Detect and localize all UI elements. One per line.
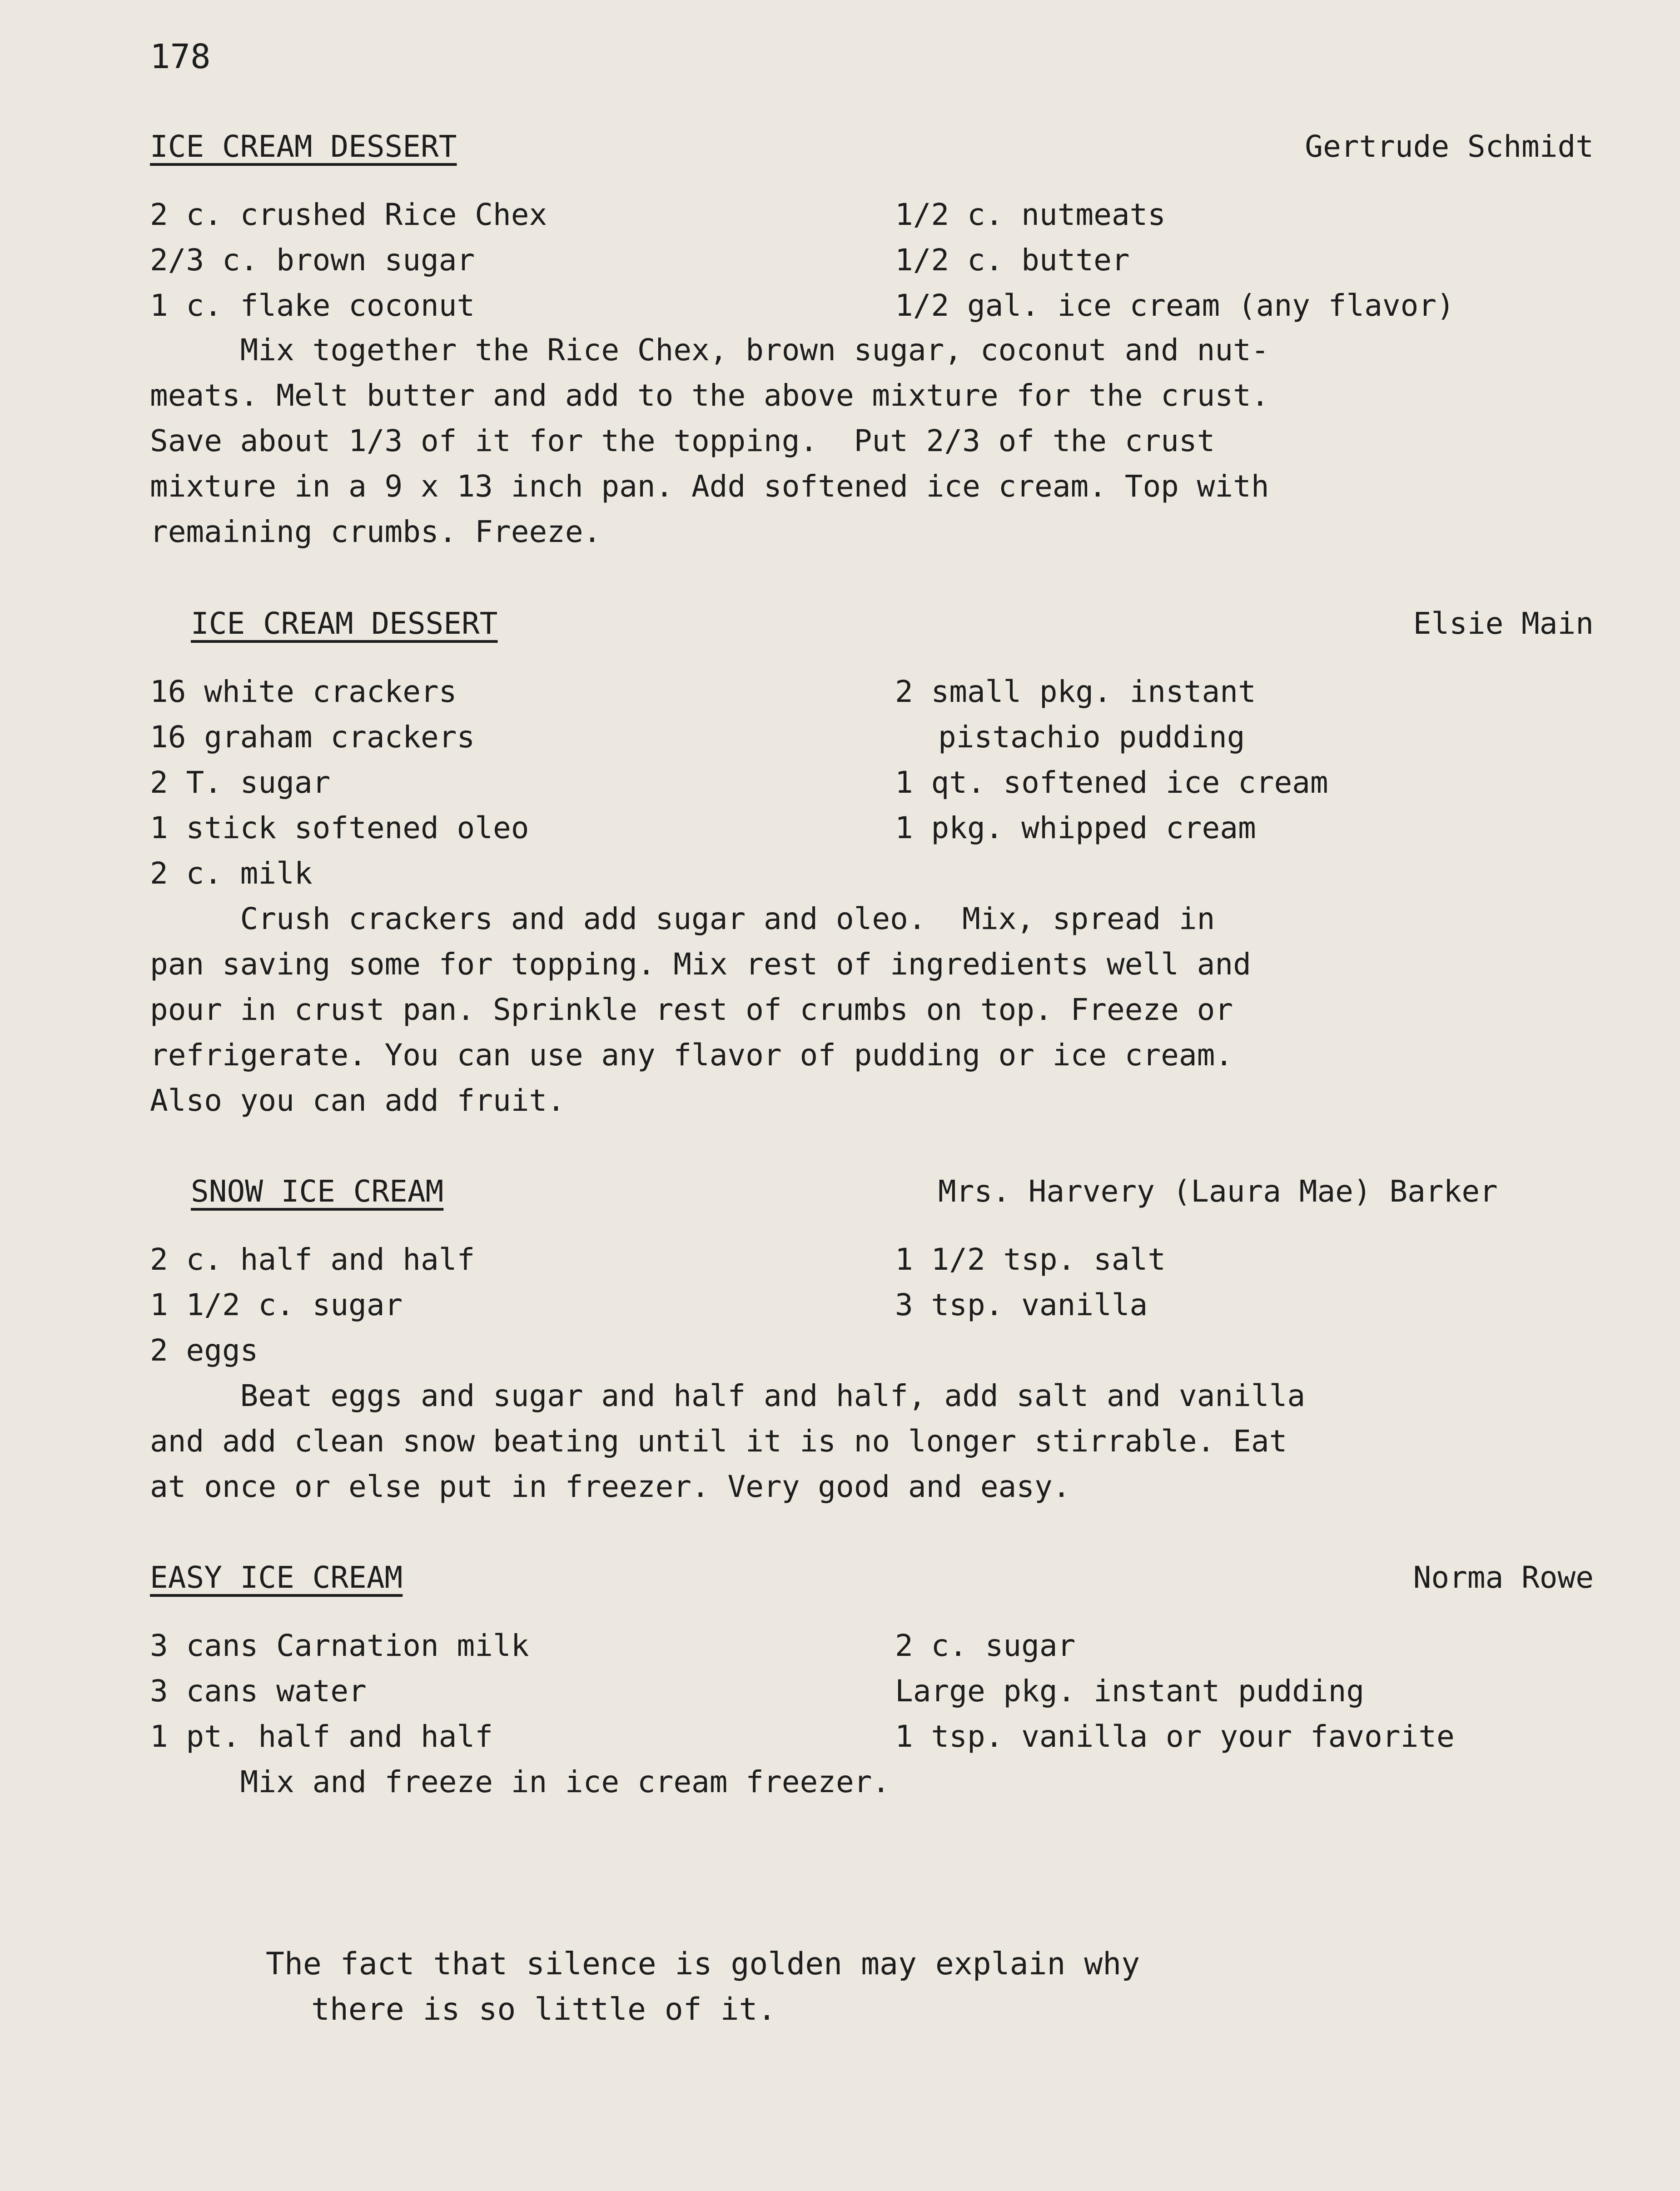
ingredient: 1 1/2 c. sugar — [150, 1287, 403, 1322]
recipe-title: ICE CREAM DESSERT — [150, 129, 457, 164]
direction-line: refrigerate. You can use any flavor of pudding or ice cream. — [150, 1038, 1233, 1073]
recipe-title: SNOW ICE CREAM — [191, 1174, 444, 1209]
direction-line: at once or else put in freezer. Very good and easy. — [150, 1469, 1071, 1504]
ingredient: 3 cans Carnation milk — [150, 1628, 529, 1663]
ingredient: 3 tsp. vanilla — [895, 1287, 1148, 1322]
direction-line: Mix and freeze in ice cream freezer. — [150, 1764, 890, 1799]
recipe-title: ICE CREAM DESSERT — [191, 606, 498, 641]
recipe-author: Gertrude Schmidt — [1305, 129, 1594, 164]
ingredient: 1 pkg. whipped cream — [895, 810, 1256, 845]
direction-line: Mix together the Rice Chex, brown sugar, coconut and nut- — [150, 333, 1269, 368]
ingredient: 2 eggs — [150, 1333, 258, 1368]
recipe-title: EASY ICE CREAM — [150, 1560, 403, 1595]
ingredient: 1/2 c. butter — [895, 243, 1130, 278]
direction-line: Save about 1/3 of it for the topping. Put 2/3 of the crust — [150, 423, 1215, 458]
ingredient: 1 c. flake coconut — [150, 288, 475, 323]
ingredient: 2 T. sugar — [150, 765, 331, 800]
ingredient: 1 qt. softened ice cream — [895, 765, 1328, 800]
direction-line: mixture in a 9 x 13 inch pan. Add softened ice cream. Top with — [150, 469, 1269, 504]
closing-quote-line: there is so little of it. — [311, 1992, 776, 2027]
ingredient: 2/3 c. brown sugar — [150, 243, 475, 278]
direction-line: pan saving some for topping. Mix rest of ingredients well and — [150, 947, 1251, 982]
ingredient: 1 1/2 tsp. salt — [895, 1242, 1166, 1277]
direction-line: remaining crumbs. Freeze. — [150, 514, 601, 549]
ingredient: 1 pt. half and half — [150, 1719, 493, 1754]
direction-line: meats. Melt butter and add to the above mixture for the crust. — [150, 378, 1269, 413]
direction-line: Crush crackers and add sugar and oleo. Mix, spread in — [150, 901, 1215, 936]
ingredient: 16 graham crackers — [150, 720, 475, 755]
ingredient: 2 c. half and half — [150, 1242, 475, 1277]
direction-line: and add clean snow beating until it is no longer stirrable. Eat — [150, 1424, 1287, 1459]
ingredient: 16 white crackers — [150, 674, 457, 709]
direction-line: pour in crust pan. Sprinkle rest of crumbs on top. Freeze or — [150, 992, 1233, 1027]
page-number: 178 — [150, 37, 211, 76]
ingredient: 2 c. crushed Rice Chex — [150, 197, 547, 232]
ingredient: 2 small pkg. instant — [895, 674, 1256, 709]
ingredient: 3 cans water — [150, 1674, 367, 1709]
closing-quote-line: The fact that silence is golden may explain why — [266, 1946, 1140, 1982]
ingredient: 2 c. milk — [150, 856, 313, 891]
ingredient: 1/2 c. nutmeats — [895, 197, 1166, 232]
direction-line: Also you can add fruit. — [150, 1083, 565, 1118]
ingredient: pistachio pudding — [938, 720, 1245, 755]
ingredient: Large pkg. instant pudding — [895, 1674, 1365, 1709]
direction-line: Beat eggs and sugar and half and half, add salt and vanilla — [150, 1378, 1306, 1413]
recipe-author: Mrs. Harvery (Laura Mae) Barker — [938, 1174, 1498, 1209]
ingredient: 1 stick softened oleo — [150, 810, 529, 845]
ingredient: 1 tsp. vanilla or your favorite — [895, 1719, 1455, 1754]
ingredient: 1/2 gal. ice cream (any flavor) — [895, 288, 1455, 323]
recipe-author: Elsie Main — [1413, 606, 1594, 641]
recipe-author: Norma Rowe — [1413, 1560, 1594, 1595]
ingredient: 2 c. sugar — [895, 1628, 1076, 1663]
